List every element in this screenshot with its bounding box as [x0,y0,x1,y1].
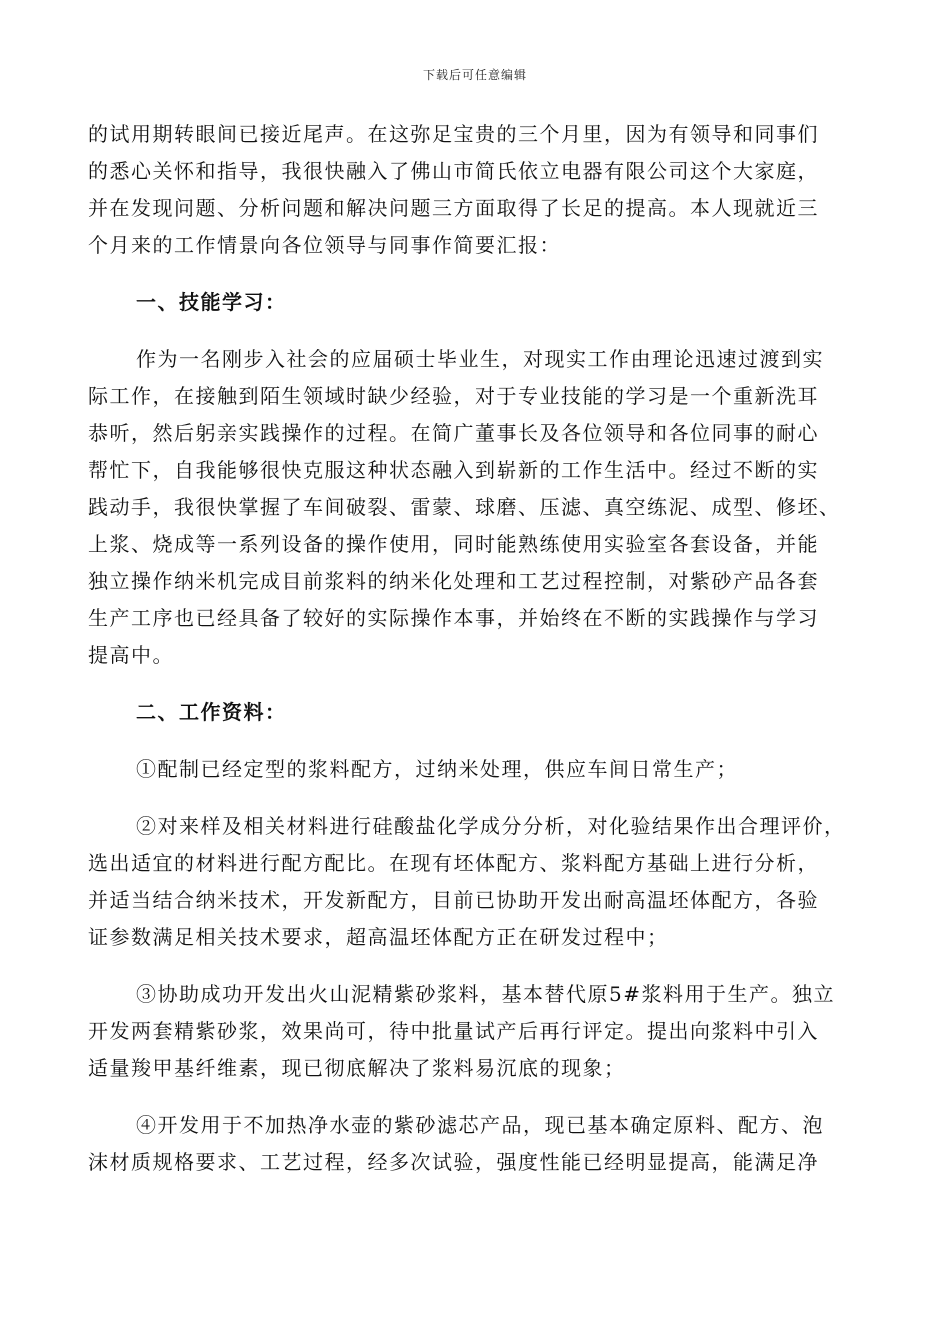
work-item-2 [88,808,858,956]
work-item-3 [88,976,858,1087]
text-line: 开发两套精紫砂浆，效果尚可，待中批量试产后再行评定。提出向浆料中引入 [88,1019,819,1043]
page-header: 下载后可任意编辑 [422,68,527,82]
document-body [88,116,858,1181]
text-line: 的试用期转眼间已接近尾声。在这弥足宝贵的三个月里，因为有领导和同事们 [88,122,819,146]
spacer [88,788,858,808]
text-line: 选出适宜的材料进行配方配比。在现有坯体配方、浆料配方基础上进行分析， [88,851,819,875]
section-heading-skills: 一、技能学习： [136,290,287,314]
text-line: 生产工序也已经具备了较好的实际操作本事，并始终在不断的实践操作与学习 [88,606,819,630]
text-line: ②对来样及相关材料进行硅酸盐化学成分分析，对化验结果作出合理评价， [136,814,846,838]
text-line: 独立操作纳米机完成目前浆料的纳米化处理和工艺过程控制，对紫砂产品各套 [88,569,819,593]
text-line: 并适当结合纳米技术，开发新配方，目前已协助开发出耐高温坯体配方，各验 [88,888,819,912]
text-line: 的悉心关怀和指导，我很快融入了佛山市简氏依立电器有限公司这个大家庭， [88,159,819,183]
text-line: 恭听，然后躬亲实践操作的过程。在简广董事长及各位领导和各位同事的耐心 [88,421,819,445]
work-item-4 [88,1107,858,1181]
text-line: 帮忙下，自我能够很快克服这种状态融入到崭新的工作生活中。经过不断的实 [88,458,819,482]
spacer [88,956,858,976]
text-line: 上浆、烧成等一系列设备的操作使用，同时能熟练使用实验室各套设备，并能 [88,532,819,556]
text-line: 提高中。 [88,643,174,667]
spacer [88,731,858,751]
text-line: 作为一名刚步入社会的应届硕士毕业生，对现实工作由理论迅速过渡到实 [136,347,824,371]
text-line: ④开发用于不加热净水壶的紫砂滤芯产品，现已基本确定原料、配方、泡 [136,1113,824,1137]
skills-paragraph [88,341,858,674]
spacer [88,674,858,694]
spacer [88,321,858,341]
section-heading-work: 二、工作资料： [136,700,287,724]
text-line: ①配制已经定型的浆料配方，过纳米处理，供应车间日常生产； [136,757,738,781]
text-line: 践动手，我很快掌握了车间破裂、雷蒙、球磨、压滤、真空练泥、成型、修坯、 [88,495,841,519]
spacer [88,264,858,284]
text-line: ③协助成功开发出火山泥精紫砂浆料，基本替代原5#浆料用于生产。独立 [136,982,835,1006]
text-line: 沫材质规格要求、工艺过程，经多次试验，强度性能已经明显提高，能满足净 [88,1150,819,1174]
spacer [88,1087,858,1107]
text-line: 个月来的工作情景向各位领导与同事作简要汇报： [88,233,561,257]
text-line: 适量羧甲基纤维素，现已彻底解决了浆料易沉底的现象； [88,1056,626,1080]
text-line: 并在发现问题、分析问题和解决问题三方面取得了长足的提高。本人现就近三 [88,196,819,220]
work-item-1 [88,751,858,788]
intro-paragraph [88,116,858,264]
text-line: 际工作，在接触到陌生领域时缺少经验，对于专业技能的学习是一个重新洗耳 [88,384,819,408]
text-line: 证参数满足相关技术要求，超高温坯体配方正在研发过程中； [88,925,669,949]
